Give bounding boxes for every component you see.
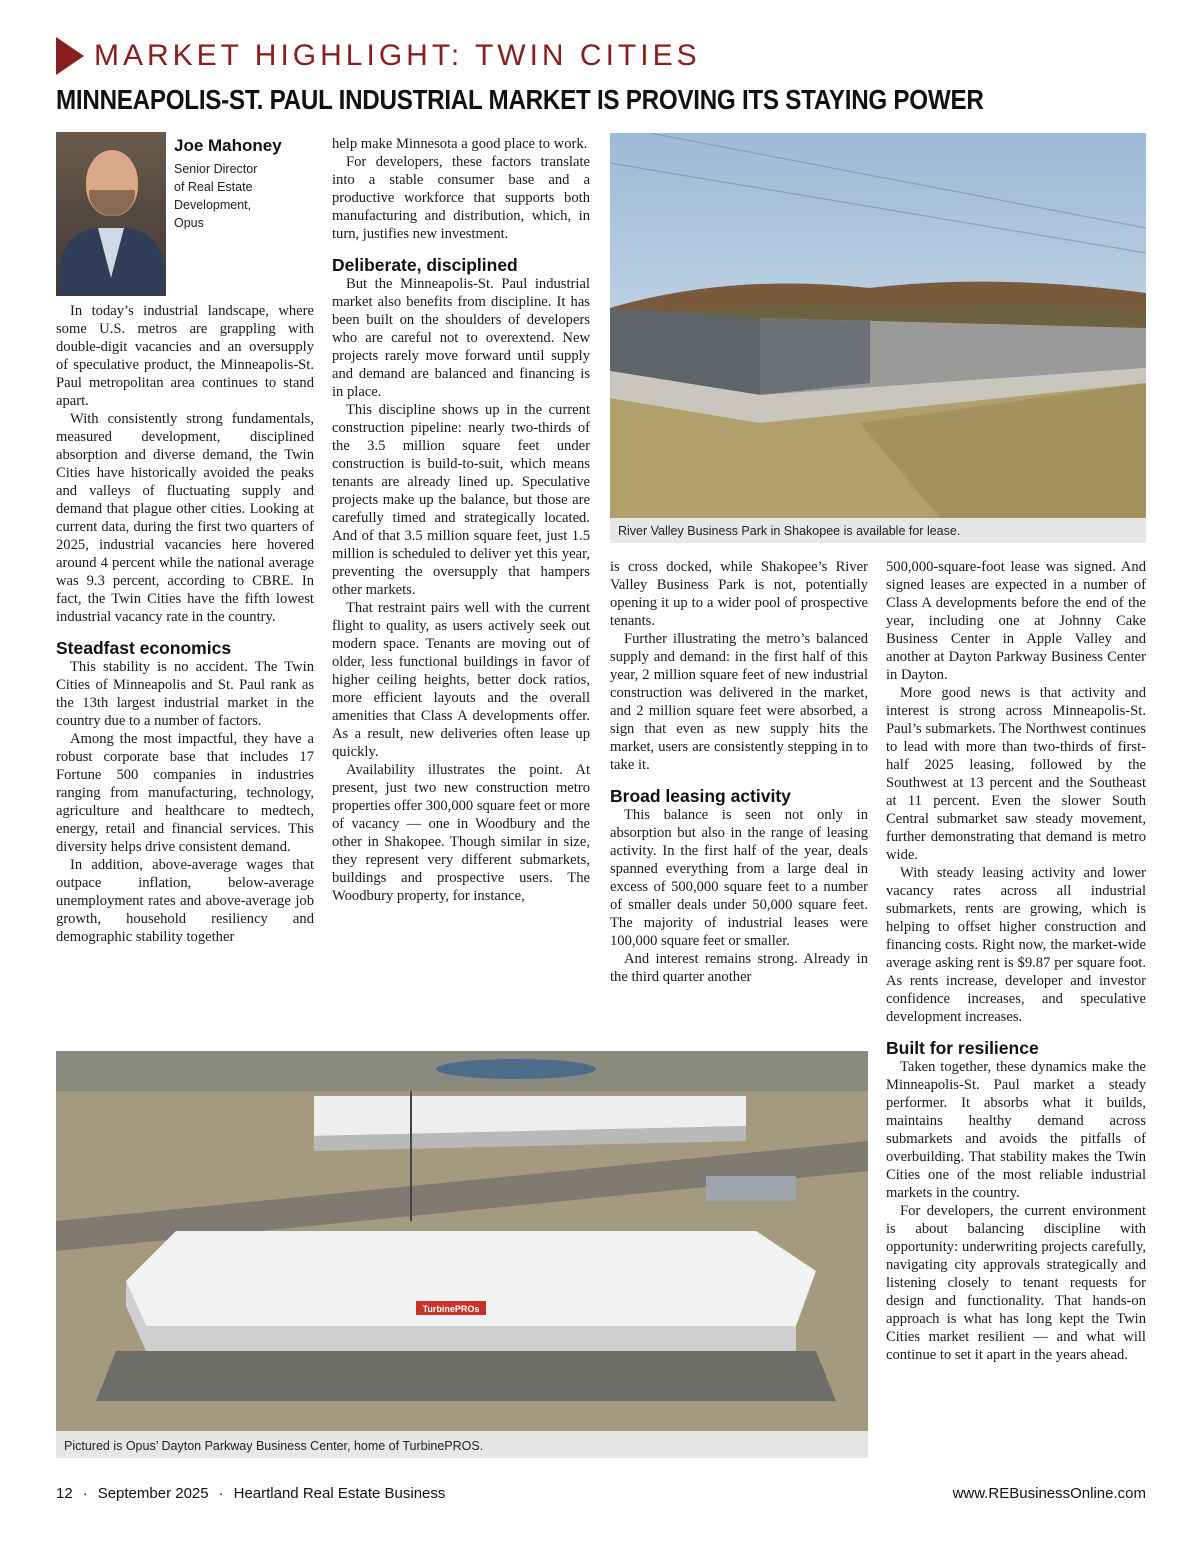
paragraph: In today’s industrial landscape, where some U.S. metros are grappling with double-digit vacancies and an oversupply of speculative product, the Minneapolis-St. Paul metropolitan area continues to stand apart. [56, 303, 314, 409]
article-column-2 [332, 135, 590, 905]
paragraph: This balance is seen not only in absorption but also in the range of leasing activity. In the first half of the year, deals spanned everything from a large deal in excess of 500,000 square feet to a number of smaller deals under 50,000 square feet. The majority of industrial leases were 100,000 square feet or smaller. [610, 807, 868, 949]
section-label: MARKET HIGHLIGHT: TWIN CITIES [94, 39, 701, 72]
paragraph: Among the most impactful, they have a robust corporate base that includes 17 Fortune 500 companies in industries ranging from manufacturing, technology, agriculture and healthcare to medtech, energy, retail and financial services. This diversity helps drive consistent demand. [56, 731, 314, 855]
photo-caption: Pictured is Opus’ Dayton Parkway Business Center, home of TurbinePROS. [64, 1439, 484, 1453]
paragraph: For developers, the current environment is about balancing discipline with opportunity: underwriting projects carefully, navigating city approvals strategically and listening closely to tenant requests for design and functionality. That hands-on approach is what has long kept the Twin Cities market resilient — and what will continue to set it apart in the years ahead. [886, 1203, 1146, 1363]
paragraph: With steady leasing activity and lower vacancy rates across all industrial submarkets, rents are growing, which is helping to offset higher construction and financing costs. Right now, the market-wide average asking rent is $9.87 per square foot. As rents increase, developer and investor confidence increases, and speculative development increases. [886, 865, 1146, 1025]
article-column-4 [886, 558, 1146, 1364]
paragraph: This discipline shows up in the current construction pipeline: nearly two-thirds of the 3.5 million square feet under construction is build-to-suit, which means tenants are already lined up. Speculative projects make up the balance, but those are carefully timed and strategically located. And of that 3.5 million square feet, just 1.5 million is scheduled to deliver yet this year, preventing the oversupply that hampers other markets. [332, 402, 590, 598]
article-headline: MINNEAPOLIS-ST. PAUL INDUSTRIAL MARKET IS PROVING ITS STAYING POWER [56, 84, 984, 115]
section-heading: Deliberate, disciplined [332, 255, 518, 275]
paragraph: For developers, these factors translate into a stable consumer base and a productive workforce that supports both manufacturing and distribution, which, in turn, justifies new investment. [332, 154, 590, 242]
issue-date: September 2025 [97, 1485, 209, 1502]
paragraph: Availability illustrates the point. At present, just two new construction metro properties offer 300,000 square feet or more of vacancy — one in Woodbury and the other in Shakopee. Though similar in size, they represent very different submarkets, buildings and prospective users. The Woodbury property, for instance, [332, 762, 590, 904]
paragraph: 500,000-square-foot lease was signed. And signed leases are expected in a number of Class A developments before the end of the year, including one at Johnny Cake Business Center in Apple Valley and another at Dayton Parkway Business Center in Dayton. [886, 559, 1146, 683]
paragraph: With consistently strong fundamentals, measured development, disciplined absorption and diverse demand, the Twin Cities have historically avoided the peaks and valleys of fluctuating supply and demand that plague other cities. Looking at current data, during the first two quarters of 2025, industrial vacancies here hovered around 4 percent while the national average was 9.3 percent, according to CBRE. In fact, the Twin Cities have the fifth lowest industrial vacancy rate in the country. [56, 411, 314, 625]
aerial-photo [56, 1051, 868, 1431]
photo-dayton-parkway [56, 1051, 868, 1458]
author-title: Senior Director of Real Estate Development, Opus [174, 162, 258, 230]
paragraph: is cross docked, while Shakopee’s River Valley Business Park is not, potentially opening it up to a wider pool of prospective tenants. [610, 559, 868, 629]
paragraph: This stability is no accident. The Twin Cities of Minneapolis and St. Paul rank as the 13th largest industrial market in the country due to a number of factors. [56, 659, 314, 729]
author-box [56, 132, 314, 296]
section-heading: Built for resilience [886, 1038, 1039, 1058]
paragraph: Taken together, these dynamics make the Minneapolis-St. Paul market a steady performer. It absorbs what it builds, maintains healthy demand across submarkets and avoids the pitfalls of overbuilding. That stability makes the Twin Cities one of the most reliable industrial markets in the country. [886, 1059, 1146, 1201]
author-photo [56, 132, 166, 296]
photo-river-valley [610, 133, 1146, 543]
paragraph: And interest remains strong. Already in the third quarter another [610, 951, 868, 985]
page-number: 12 [56, 1485, 73, 1502]
warehouse-photo [610, 133, 1146, 518]
section-heading: Steadfast economics [56, 638, 232, 658]
paragraph: In addition, above-average wages that outpace inflation, below-average unemployment rates and above-average job growth, household resiliency and demographic stability together [56, 857, 314, 945]
page-footer [56, 1485, 1146, 1502]
footer-left: 12 · September 2025 · Heartland Real Estate Business [56, 1485, 446, 1502]
paragraph: help make Minnesota a good place to work. [332, 136, 588, 152]
photo-caption: River Valley Business Park in Shakopee is available for lease. [618, 524, 961, 538]
building-sign: TurbinePROs [422, 1304, 480, 1314]
paragraph: More good news is that activity and interest is strong across Minneapolis-St. Paul’s submarkets. The Northwest continues to lead with more than two-thirds of first-half 2025 leasing, followed by the Southwest at 13 percent and the Southeast at 11 percent. Even the slower South Central submarket saw steady movement, further demonstrating that demand is metro wide. [886, 685, 1146, 863]
paragraph: But the Minneapolis-St. Paul industrial market also benefits from discipline. It has been built on the shoulders of developers who are careful not to overextend. New projects rarely move forward until supply and demand are balanced and financing is in place. [332, 276, 590, 400]
section-heading: Broad leasing activity [610, 786, 791, 806]
section-header [56, 36, 701, 76]
paragraph: Further illustrating the metro’s balanced supply and demand: in the first half of this year, 2 million square feet of new industrial construction was delivered in the market, and 2 million square feet were absorbed, a sign that even as new supply hits the market, users are consistently stepping in to take it. [610, 631, 868, 773]
article-column-3 [610, 558, 868, 986]
paragraph: That restraint pairs well with the current flight to quality, as users actively seek out modern space. Tenants are moving out of older, less functional buildings in favor of higher ceiling heights, better dock ratios, more efficient layouts and the overall amenities that Class A developments offer. As a result, new deliveries often lease up quickly. [332, 600, 590, 760]
triangle-marker-icon [56, 37, 84, 75]
publication-name: Heartland Real Estate Business [233, 1485, 446, 1502]
article-column-1 [56, 302, 314, 946]
website-link[interactable]: www.REBusinessOnline.com [952, 1485, 1146, 1502]
author-name: Joe Mahoney [174, 136, 282, 155]
